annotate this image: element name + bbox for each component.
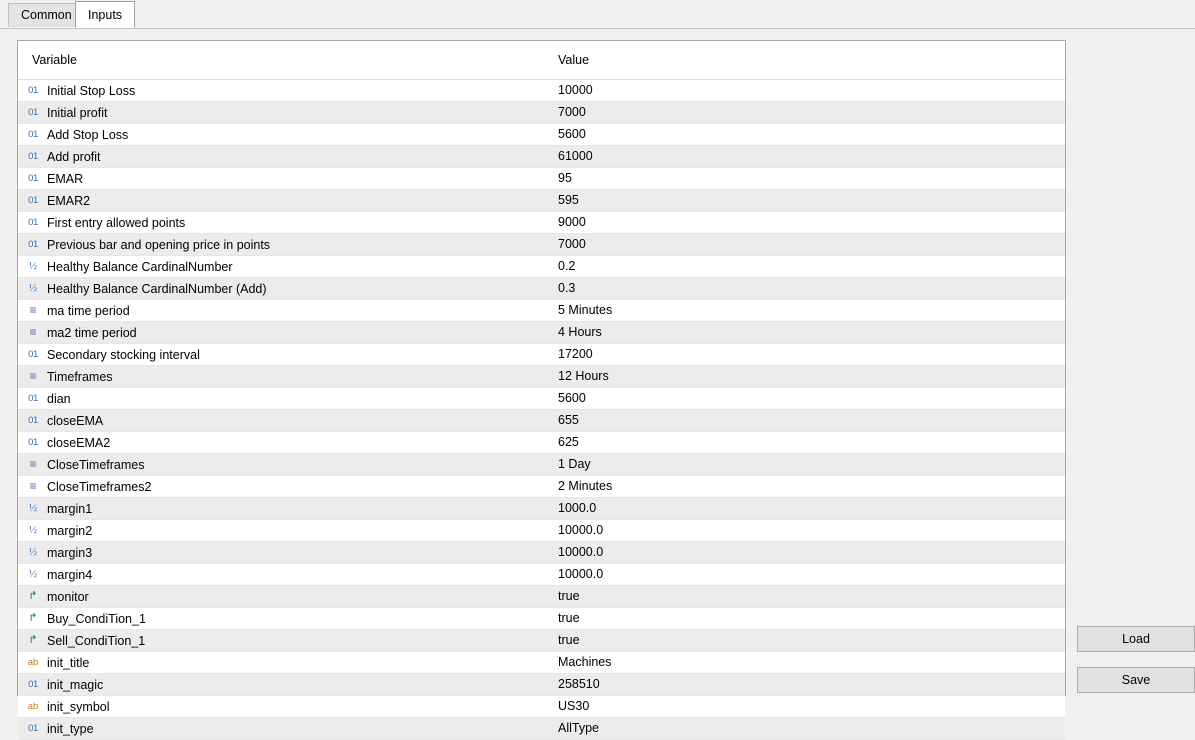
cell-value[interactable] xyxy=(548,278,1065,300)
cell-value[interactable] xyxy=(548,542,1065,564)
variable-label: Healthy Balance CardinalNumber (Add) xyxy=(47,281,267,296)
table-row[interactable] xyxy=(18,586,1065,608)
cell-value[interactable] xyxy=(548,300,1065,322)
cell-variable xyxy=(18,300,548,322)
value-text: 7000 xyxy=(558,105,586,119)
variable-label: margin2 xyxy=(47,523,93,538)
int-icon: 01 xyxy=(28,679,38,690)
cell-value[interactable] xyxy=(548,168,1065,190)
int-icon: 01 xyxy=(28,107,38,118)
variable-label: init_title xyxy=(47,655,90,670)
cell-value[interactable] xyxy=(548,388,1065,410)
variable-label: monitor xyxy=(47,589,89,604)
cell-variable xyxy=(18,80,548,102)
double-icon: ½ xyxy=(28,546,38,558)
value-text: 2 Minutes xyxy=(558,479,613,493)
variable-label: Healthy Balance CardinalNumber xyxy=(47,259,233,274)
int-icon: 01 xyxy=(28,723,38,734)
cell-variable xyxy=(18,432,548,454)
tab-common[interactable]: Common xyxy=(8,3,85,27)
variable-label: CloseTimeframes2 xyxy=(47,479,152,494)
variable-label: init_symbol xyxy=(47,699,110,714)
double-icon: ½ xyxy=(28,524,38,536)
table-row[interactable] xyxy=(18,454,1065,476)
column-header-value[interactable]: Value xyxy=(548,41,1065,80)
cell-value[interactable] xyxy=(548,344,1065,366)
variable-label: Initial profit xyxy=(47,105,108,120)
variable-label: EMAR2 xyxy=(47,193,91,208)
cell-value[interactable] xyxy=(548,674,1065,696)
cell-variable xyxy=(18,674,548,696)
value-text: 655 xyxy=(558,413,579,427)
value-text: 10000.0 xyxy=(558,545,604,559)
variable-label: First entry allowed points xyxy=(47,215,186,230)
cell-value[interactable] xyxy=(548,410,1065,432)
cell-variable xyxy=(18,256,548,278)
table-row[interactable] xyxy=(18,696,1065,718)
table-row[interactable] xyxy=(18,212,1065,234)
value-text: Machines xyxy=(558,655,612,669)
table-row[interactable] xyxy=(18,300,1065,322)
table-row[interactable] xyxy=(18,80,1065,102)
variable-label: Previous bar and opening price in points xyxy=(47,237,271,252)
variable-label: closeEMA2 xyxy=(47,435,111,450)
cell-variable xyxy=(18,608,548,630)
cell-variable xyxy=(18,564,548,586)
int-icon: 01 xyxy=(28,349,38,360)
cell-variable xyxy=(18,168,548,190)
table-row[interactable] xyxy=(18,256,1065,278)
table-row[interactable] xyxy=(18,652,1065,674)
table-row[interactable] xyxy=(18,542,1065,564)
variable-label: Buy_CondiTion_1 xyxy=(47,611,146,626)
table-row[interactable] xyxy=(18,388,1065,410)
variable-label: ma time period xyxy=(47,303,130,318)
cell-value[interactable] xyxy=(548,146,1065,168)
value-text: 258510 xyxy=(558,677,600,691)
cell-variable xyxy=(18,388,548,410)
table-row[interactable] xyxy=(18,146,1065,168)
cell-value[interactable] xyxy=(548,124,1065,146)
value-text: 0.2 xyxy=(558,259,576,273)
cell-variable xyxy=(18,190,548,212)
value-text: 61000 xyxy=(558,149,593,163)
cell-variable xyxy=(18,476,548,498)
table-row[interactable] xyxy=(18,476,1065,498)
table-row[interactable] xyxy=(18,168,1065,190)
value-text: true xyxy=(558,611,580,625)
cell-value[interactable] xyxy=(548,608,1065,630)
cell-value[interactable] xyxy=(548,234,1065,256)
cell-value[interactable] xyxy=(548,80,1065,102)
table-row[interactable] xyxy=(18,366,1065,388)
value-text: 5600 xyxy=(558,391,586,405)
cell-variable xyxy=(18,586,548,608)
double-icon: ½ xyxy=(28,568,38,580)
enum-icon: ≡ xyxy=(29,325,37,339)
value-text: 595 xyxy=(558,193,579,207)
double-icon: ½ xyxy=(28,502,38,514)
variable-label: init_magic xyxy=(47,677,104,692)
variable-label: Timeframes xyxy=(47,369,113,384)
int-icon: 01 xyxy=(28,151,38,162)
save-button-label: Save xyxy=(1121,673,1151,687)
variable-label: Initial Stop Loss xyxy=(47,83,136,98)
cell-variable xyxy=(18,630,548,652)
cell-variable xyxy=(18,520,548,542)
cell-variable xyxy=(18,234,548,256)
cell-variable xyxy=(18,146,548,168)
enum-icon: ≡ xyxy=(29,479,37,493)
bool-icon: ↱ xyxy=(28,634,38,646)
value-text: true xyxy=(558,633,580,647)
table-row[interactable] xyxy=(18,564,1065,586)
value-text: 7000 xyxy=(558,237,586,251)
value-text: 10000.0 xyxy=(558,523,604,537)
variable-label: margin1 xyxy=(47,501,93,516)
value-text: 0.3 xyxy=(558,281,576,295)
value-text: US30 xyxy=(558,699,590,713)
value-text: 10000.0 xyxy=(558,567,604,581)
tab-strip xyxy=(0,0,1195,29)
value-text: true xyxy=(558,589,580,603)
variable-label: Add profit xyxy=(47,149,101,164)
double-icon: ½ xyxy=(28,260,38,272)
cell-value[interactable] xyxy=(548,432,1065,454)
variable-label: Secondary stocking interval xyxy=(47,347,200,362)
cell-value[interactable] xyxy=(548,586,1065,608)
table-body xyxy=(18,80,1065,740)
string-icon: ab xyxy=(27,701,39,712)
table-row[interactable] xyxy=(18,102,1065,124)
table-row[interactable] xyxy=(18,278,1065,300)
int-icon: 01 xyxy=(28,393,38,404)
value-text: 5600 xyxy=(558,127,586,141)
cell-variable xyxy=(18,344,548,366)
value-text: 5 Minutes xyxy=(558,303,613,317)
value-text: 9000 xyxy=(558,215,586,229)
cell-variable xyxy=(18,696,548,718)
table-row[interactable] xyxy=(18,322,1065,344)
cell-variable xyxy=(18,366,548,388)
double-icon: ½ xyxy=(28,282,38,294)
value-text: 1000.0 xyxy=(558,501,597,515)
value-text: 10000 xyxy=(558,83,593,97)
variable-label: Sell_CondiTion_1 xyxy=(47,633,146,648)
table-row[interactable] xyxy=(18,674,1065,696)
cell-value[interactable] xyxy=(548,454,1065,476)
cell-variable xyxy=(18,410,548,432)
cell-value[interactable] xyxy=(548,498,1065,520)
column-header-variable[interactable]: Variable xyxy=(18,41,548,80)
enum-icon: ≡ xyxy=(29,303,37,317)
cell-variable xyxy=(18,652,548,674)
value-text: 17200 xyxy=(558,347,593,361)
value-text: 625 xyxy=(558,435,579,449)
bool-icon: ↱ xyxy=(28,590,38,602)
inputs-table-panel xyxy=(17,40,1066,736)
table-row[interactable] xyxy=(18,498,1065,520)
cell-value[interactable] xyxy=(548,520,1065,542)
cell-value[interactable] xyxy=(548,102,1065,124)
int-icon: 01 xyxy=(28,195,38,206)
variable-label: margin3 xyxy=(47,545,93,560)
table-row[interactable] xyxy=(18,718,1065,740)
table-row[interactable] xyxy=(18,344,1065,366)
table-row[interactable] xyxy=(18,410,1065,432)
cell-value[interactable] xyxy=(548,652,1065,674)
table-header-row xyxy=(18,41,1065,80)
bool-icon: ↱ xyxy=(28,612,38,624)
cell-variable xyxy=(18,278,548,300)
value-text: 1 Day xyxy=(558,457,591,471)
cell-variable xyxy=(18,102,548,124)
cell-variable xyxy=(18,212,548,234)
enum-icon: ≡ xyxy=(29,457,37,471)
cell-value[interactable] xyxy=(548,696,1065,718)
table-row[interactable] xyxy=(18,630,1065,652)
enum-icon: ≡ xyxy=(29,369,37,383)
table-row[interactable] xyxy=(18,520,1065,542)
cell-value[interactable] xyxy=(548,476,1065,498)
cell-value[interactable] xyxy=(548,322,1065,344)
cell-value[interactable] xyxy=(548,564,1065,586)
int-icon: 01 xyxy=(28,129,38,140)
cell-value[interactable] xyxy=(548,366,1065,388)
value-text: 95 xyxy=(558,171,572,185)
table-row[interactable] xyxy=(18,190,1065,212)
variable-label: CloseTimeframes xyxy=(47,457,145,472)
variable-label: Add Stop Loss xyxy=(47,127,129,142)
variable-label: EMAR xyxy=(47,171,84,186)
cell-variable xyxy=(18,498,548,520)
int-icon: 01 xyxy=(28,415,38,426)
table-row[interactable] xyxy=(18,124,1065,146)
cell-variable xyxy=(18,542,548,564)
int-icon: 01 xyxy=(28,239,38,250)
cell-value[interactable] xyxy=(548,718,1065,740)
cell-value[interactable] xyxy=(548,190,1065,212)
table-row[interactable] xyxy=(18,234,1065,256)
cell-value[interactable] xyxy=(548,256,1065,278)
value-text: 4 Hours xyxy=(558,325,602,339)
value-text: 12 Hours xyxy=(558,369,609,383)
cell-value[interactable] xyxy=(548,212,1065,234)
cell-variable xyxy=(18,454,548,476)
string-icon: ab xyxy=(27,657,39,668)
int-icon: 01 xyxy=(28,437,38,448)
load-button[interactable] xyxy=(1077,626,1195,652)
variable-label: margin4 xyxy=(47,567,93,582)
variable-label: closeEMA xyxy=(47,413,104,428)
load-button-label: Load xyxy=(1122,632,1150,646)
cell-variable xyxy=(18,718,548,740)
table-row[interactable] xyxy=(18,608,1065,630)
cell-variable xyxy=(18,322,548,344)
int-icon: 01 xyxy=(28,173,38,184)
inputs-table xyxy=(18,41,1065,740)
cell-variable xyxy=(18,124,548,146)
variable-label: ma2 time period xyxy=(47,325,137,340)
tab-inputs[interactable]: Inputs xyxy=(75,1,135,28)
variable-label: init_type xyxy=(47,721,94,736)
save-button[interactable] xyxy=(1077,667,1195,693)
table-row[interactable] xyxy=(18,432,1065,454)
value-text: AllType xyxy=(558,721,599,735)
cell-value[interactable] xyxy=(548,630,1065,652)
int-icon: 01 xyxy=(28,85,38,96)
int-icon: 01 xyxy=(28,217,38,228)
variable-label: dian xyxy=(47,391,71,406)
